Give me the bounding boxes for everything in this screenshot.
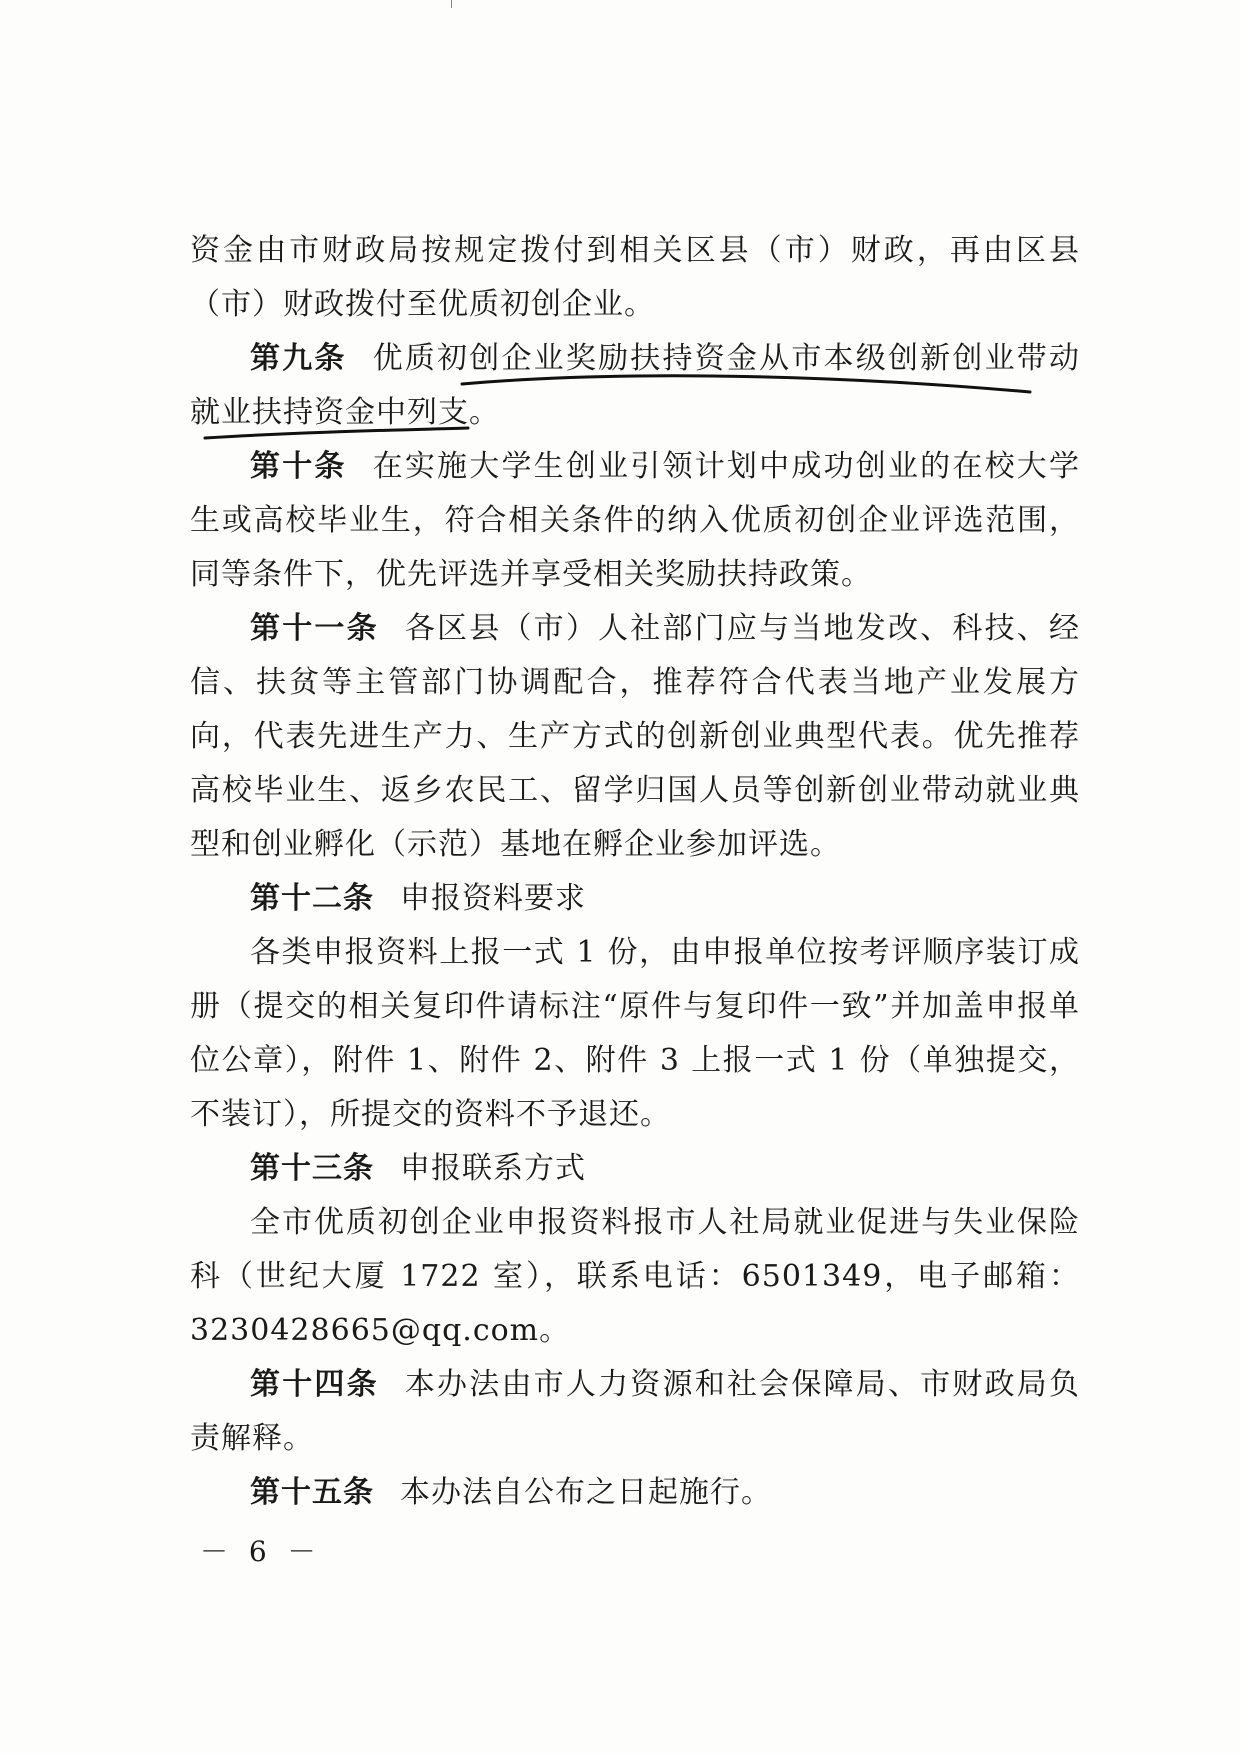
- article-heading: 第十四条: [250, 1367, 379, 1402]
- document-body: [190, 224, 1080, 1520]
- page-number: － 6 －: [200, 1535, 322, 1568]
- paragraph-text: 本办法自公布之日起施行。: [400, 1475, 772, 1510]
- paragraph-text: 各类申报资料上报一式 1 份，由申报单位按考评顺序装订成册（提交的相关复印件请标注“原件与复印件一致”并加盖申报单位公章），附件 1、附件 2、附件 3 上报一式 1 份（单独提交，不装订），所提交的资料不予退还。: [190, 935, 1080, 1132]
- paragraph-text: 优质初创企业奖励扶持资金从市本级创新创业带动就业扶持资金中列支。: [190, 341, 1080, 430]
- article-heading: 第十二条: [250, 881, 374, 916]
- paragraph-article-15: [190, 1466, 1080, 1520]
- paragraph-contact-info: [190, 1196, 1080, 1358]
- paragraph-article-13: [190, 1142, 1080, 1196]
- article-heading: 第十条: [250, 449, 347, 484]
- paragraph-text: 申报资料要求: [400, 881, 586, 916]
- paragraph-text: 资金由市财政局按规定拨付到相关区县（市）财政，再由区县（市）财政拨付至优质初创企业。: [190, 233, 1080, 322]
- paragraph-article-14: [190, 1358, 1080, 1466]
- paragraph-text: 本办法由市人力资源和社会保障局、市财政局负责解释。: [190, 1367, 1081, 1456]
- paragraph-article-11: [190, 602, 1080, 872]
- paragraph-text: 在实施大学生创业引领计划中成功创业的在校大学生或高校毕业生，符合相关条件的纳入优质初创企业评选范围，同等条件下，优先评选并享受相关奖励扶持政策。: [190, 449, 1080, 592]
- paragraph-1: [190, 224, 1080, 332]
- article-heading: 第十三条: [250, 1151, 374, 1186]
- paragraph-text: 各区县（市）人社部门应与当地发改、科技、经信、扶贫等主管部门协调配合，推荐符合代表当地产业发展方向，代表先进生产力、生产方式的创新创业典型代表。优先推荐高校毕业生、返乡农民工、留学归国人员等创新创业带动就业典型和创业孵化（示范）基地在孵企业参加评选。: [190, 611, 1081, 862]
- paragraph-article-10: [190, 440, 1080, 602]
- paragraph-text: 全市优质初创企业申报资料报市人社局就业促进与失业保险科（世纪大厦 1722 室），联系电话：6501349，电子邮箱：3230428665@qq.com。: [190, 1205, 1080, 1348]
- article-heading: 第九条: [250, 341, 347, 376]
- article-heading: 第十五条: [250, 1475, 374, 1510]
- paragraph-article-9: [190, 332, 1080, 440]
- paragraph-article-12: [190, 872, 1080, 926]
- paragraph-text: 申报联系方式: [400, 1151, 586, 1186]
- paragraph-submission-requirements: [190, 926, 1080, 1142]
- article-heading: 第十一条: [250, 611, 379, 646]
- scan-mark: [451, 0, 452, 8]
